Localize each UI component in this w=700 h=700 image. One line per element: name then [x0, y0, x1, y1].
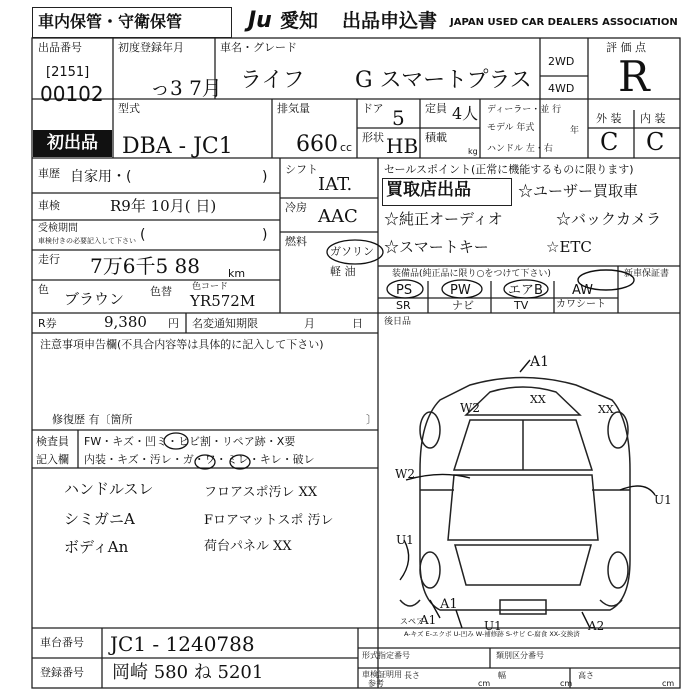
capacity-value: 4人 — [452, 104, 479, 123]
after-items-label: 後日品 — [384, 317, 412, 327]
sales-points-label: セールスポイント(正常に機能するものに限ります) — [384, 163, 634, 176]
class-number-label: 類別区分番号 — [496, 651, 544, 660]
rating-value: R — [618, 52, 650, 101]
repair-close: 〕 — [366, 413, 377, 426]
note-3: ボディAn — [64, 538, 129, 556]
usage-label: 車歴 — [38, 167, 60, 180]
sales-item-4: ☆スマートキー — [384, 238, 489, 256]
diagram-mark-u1-rear: U1 — [484, 619, 502, 633]
diagram-mark-w2-side: W2 — [395, 467, 415, 481]
length-label: 長さ — [404, 671, 420, 680]
kg-unit: kg — [468, 147, 478, 156]
diagram-mark-a2-rear: A2 — [588, 619, 605, 633]
km-unit: km — [228, 267, 246, 280]
handle-label: ハンドル 左・右 — [487, 144, 553, 154]
r-ticket-value: 9,380 — [104, 313, 147, 331]
repair-history-label: 修復歴 有〔箇所 — [52, 413, 133, 426]
warranty-label: 新車保証書 — [624, 269, 670, 279]
form-title: 出品申込書 — [342, 10, 438, 32]
width-cm: cm — [560, 679, 573, 688]
recycle-note: 車検付きの必要記入して下さい — [38, 237, 136, 245]
exterior-value: C — [600, 128, 619, 156]
caution-label: 注意事項申告欄(不具合内容等は具体的に記入して下さい) — [40, 338, 324, 351]
r-ticket-label: R券 — [38, 317, 57, 330]
notice-deadline-label: 名変通知期限 — [192, 317, 258, 330]
logo-text: 愛知 — [280, 10, 319, 32]
entry-items: 内装・キズ・汚レ・ガ・ワ・ミレ・キレ・破レ — [84, 453, 315, 466]
sales-item-2: ☆純正オーディオ — [384, 210, 503, 228]
inspection-value: R9年 10月( 日) — [110, 197, 217, 215]
inspection-label: 車検 — [38, 199, 60, 212]
height-cm: cm — [662, 679, 675, 688]
shape-label: 形状 — [362, 131, 384, 144]
day-unit: 日 — [352, 317, 363, 330]
storage-label: 車内保管・守衛保管 — [38, 12, 183, 31]
equip-navi: ナビ — [452, 299, 474, 312]
first-reg-value: っ3 7月 — [150, 76, 222, 100]
type-designation-label: 形式指定番号 — [362, 651, 410, 660]
sales-item-5: ☆ETC — [546, 238, 592, 256]
equip-aw: AW — [572, 283, 594, 298]
fuel-label: 燃料 — [285, 235, 307, 248]
recycle-paren-open: ( — [140, 227, 146, 243]
load-label: 積載 — [425, 131, 447, 144]
equip-seat: カワシート — [556, 299, 606, 310]
model-label: 型式 — [118, 102, 140, 115]
diagram-mark-a1-top: A1 — [530, 354, 550, 370]
damage-legend-text: A-キズ E-エクボ U-凹み W-補修跡 S-サビ C-腐食 XX-交換済 — [404, 630, 580, 638]
diagram-mark-u1-right: U1 — [654, 493, 672, 507]
doors-value: 5 — [392, 106, 405, 130]
dealer-label: ディーラー・並 行 — [487, 105, 562, 115]
equip-ps: PS — [396, 283, 413, 298]
height-label: 高さ — [578, 671, 594, 680]
grade-value: G スマートプラス — [355, 68, 532, 93]
shift-value: IAT. — [318, 174, 353, 195]
displacement-value: 660 — [296, 132, 338, 157]
equip-airbag: エアB — [508, 283, 543, 298]
first-reg-label: 初度登録年月 — [118, 41, 184, 54]
diagram-mark-xx-right: XX — [598, 403, 614, 416]
mileage-value: 7万6千5 88 — [90, 254, 200, 278]
registration-label: 登録番号 — [40, 666, 84, 679]
note-5: Fロアマットスポ 汚レ — [204, 513, 334, 528]
width-label: 幅 — [498, 671, 506, 680]
diagram-mark-a1-rear-left: A1 — [440, 597, 458, 612]
color-code-value: YR572M — [190, 292, 256, 310]
note-6: 荷台パネル XX — [204, 539, 292, 554]
first-listing-badge: 初出品 — [33, 130, 112, 157]
shape-value: HB — [386, 134, 419, 158]
month-unit: 月 — [304, 317, 315, 330]
drive-2wd: 2WD — [548, 55, 575, 68]
color-change-label: 色替 — [150, 285, 172, 298]
interior-value: C — [646, 128, 665, 156]
car-name-value: ライフ — [240, 68, 305, 93]
association-name: JAPAN USED CAR DEALERS ASSOCIATION — [450, 17, 678, 28]
lot-number-label: 出品番号 — [38, 41, 82, 54]
reference-label: 参考 — [368, 679, 384, 688]
inspector-label: 検査員 — [36, 435, 69, 448]
recycle-label: 受検期間 — [38, 223, 78, 234]
equipment-label: 装備品(純正品に限り○をつけて下さい) — [392, 269, 551, 279]
buyer-stamp: 買取店出品 — [386, 180, 471, 200]
equip-sr: SR — [396, 299, 411, 312]
doors-label: ドア — [362, 102, 384, 115]
note-2: シミガニA — [64, 510, 135, 528]
color-label: 色 — [38, 283, 49, 296]
mileage-label: 走行 — [38, 253, 60, 266]
note-4: フロアスポ汚レ XX — [204, 485, 318, 500]
fuel-gasoline: ガソリン — [330, 245, 374, 258]
shift-label: シフト — [285, 163, 318, 176]
lot-bracket: [2151] — [46, 65, 90, 80]
interior-label: 内 装 — [640, 112, 666, 125]
diagram-mark-a1-bumper: A1 — [420, 613, 437, 627]
note-1: ハンドルスレ — [64, 480, 154, 498]
year-char: 年 — [570, 126, 580, 136]
sales-item-1: ☆ユーザー買取車 — [518, 182, 639, 200]
spare-label: スペア — [400, 617, 424, 626]
logo-mark: Ju — [248, 8, 272, 33]
yen-unit: 円 — [168, 317, 179, 330]
model-value: DBA - JC1 — [122, 134, 233, 159]
chassis-label: 車台番号 — [40, 636, 84, 649]
diagram-mark-xx-hood: XX — [530, 393, 546, 406]
rating-label: 評 価 点 — [606, 41, 646, 54]
lot-number: 00102 — [40, 82, 104, 106]
color-value: ブラウン — [64, 290, 125, 308]
inspector-items: FW・キズ・凹ミ・ヒビ割・リペア跡・X要 — [84, 435, 296, 448]
length-cm: cm — [478, 679, 491, 688]
chassis-value: JC1 - 1240788 — [110, 632, 255, 656]
recycle-paren-close: ) — [262, 227, 268, 243]
ac-label: 冷房 — [285, 201, 307, 214]
usage-paren-close: ) — [262, 169, 268, 185]
sales-item-3: ☆バックカメラ — [556, 210, 662, 228]
model-year-label: モデル 年式 — [487, 123, 535, 133]
equip-tv: TV — [514, 299, 529, 312]
car-diagram — [400, 378, 630, 615]
registration-value: 岡崎 580 ね 5201 — [112, 662, 264, 683]
usage-value: 自家用・( — [70, 169, 132, 185]
capacity-label: 定員 — [425, 102, 447, 115]
color-code-label: 色コード — [192, 282, 229, 292]
diagram-mark-w2-left: W2 — [460, 401, 480, 415]
entry-label: 記入欄 — [36, 453, 69, 466]
car-name-label: 車名・グレード — [220, 41, 297, 54]
cc-unit: cc — [340, 141, 353, 154]
exterior-label: 外 装 — [596, 112, 622, 125]
diagram-mark-u1-left: U1 — [396, 533, 414, 547]
fuel-diesel: 軽 油 — [330, 265, 356, 278]
ac-value: AAC — [318, 206, 358, 227]
displacement-label: 排気量 — [277, 102, 310, 115]
equip-pw: PW — [450, 283, 471, 298]
reg-cert-label: 車検証明用 — [362, 670, 402, 679]
drive-4wd: 4WD — [548, 82, 575, 95]
